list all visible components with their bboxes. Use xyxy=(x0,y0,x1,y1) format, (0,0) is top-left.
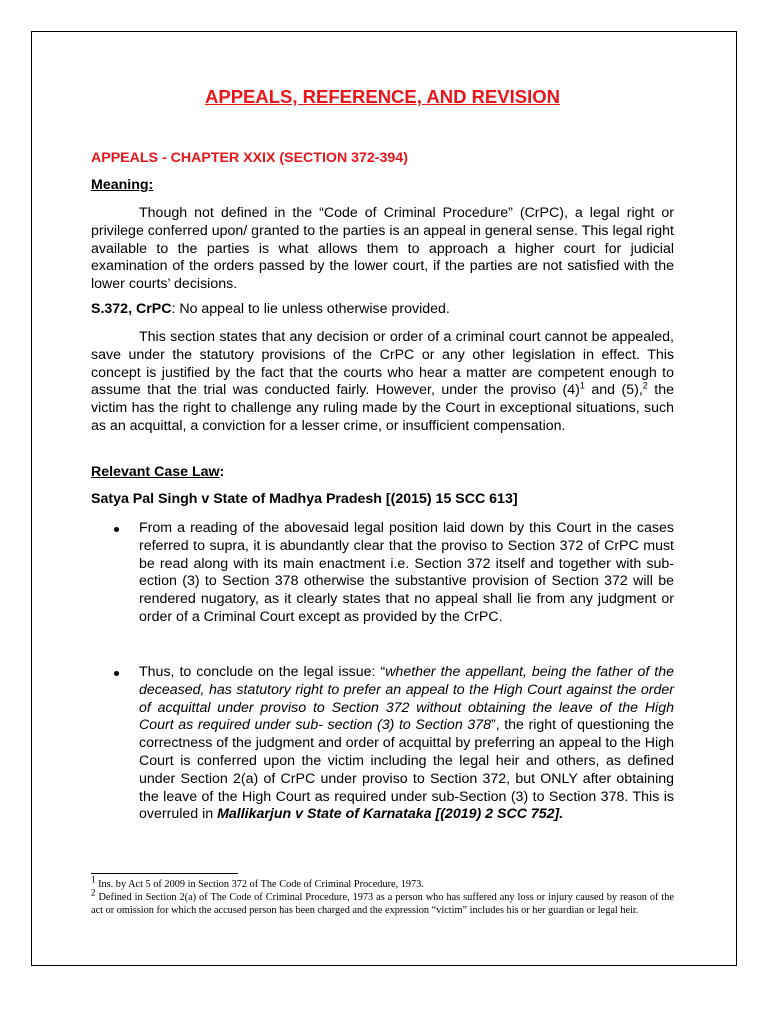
footnotes xyxy=(91,874,674,918)
case-title: Satya Pal Singh v State of Madhya Pradesh [(2015) 15 SCC 613] xyxy=(91,491,518,507)
section-paragraph xyxy=(91,329,674,436)
bullet-icon xyxy=(114,527,119,532)
chapter-heading: APPEALS - CHAPTER XXIX (SECTION 372-394) xyxy=(91,150,408,166)
meaning-paragraph: Though not defined in the “Code of Criminal Procedure” (CrPC), a legal right or privilege conferred upon/ granted to the parties is an appeal in general sense. This legal right available to the parties is what allows them to approach a higher court for judicial examination of the orders passed by the lower court, if the parties are not satisfied with the lower courts’ decisions. xyxy=(91,205,674,293)
bullet-text: From a reading of the abovesaid legal position laid down by this Court in the cases referred to supra, it is abundantly clear that the proviso to Section 372 of CrPC must be read along with its main enactment i.e. Section 372 itself and together with sub-ection (3) to Section 378 otherwise the substantive provision of Section 372 will be rendered nugatory, as it clearly states that no appeal shall lie from any judgment or order of a Criminal Court except as provided by the CrPC. xyxy=(139,520,674,625)
footnote-ref-1[interactable]: 1 xyxy=(579,380,585,391)
meaning-colon: : xyxy=(148,177,154,193)
section-paragraph-part: This section states that any decision or order of a criminal court cannot be appealed, save under the statutory provisions of the CrPC or any other legislation in effect. This concept is justified by the fact that the courts who hear a matter are competent enough to assume that the trial was conducted fairly. However, under the proviso (4) xyxy=(91,329,674,399)
footnote-number: 1 xyxy=(91,874,96,885)
quoted-issue: whether the appellant, being the father of the deceased, has statutory right to prefer an appeal to the High Court against the order of acquittal under proviso to Section 372 without obtaining the leave of the High Court as required under sub- section (3) to Section 378 xyxy=(139,664,674,734)
meaning-heading-line xyxy=(91,177,674,195)
footnote-number: 2 xyxy=(91,887,96,898)
section-paragraph-part: and (5), xyxy=(584,382,643,399)
footnote-text: Defined in Section 2(a) of The Code of Criminal Procedure, 1973 as a person who has suffered any loss or injury caused by reason of the act or omission for which the accused person has been charged and the expression “victim” includes his or her guardian or legal heir. xyxy=(91,892,674,917)
s372-label: S.372, CrPC xyxy=(91,301,172,317)
bullet-text xyxy=(139,664,674,824)
case-law-colon: : xyxy=(219,464,225,480)
case-law-heading: Relevant Case Law xyxy=(91,464,220,480)
document-title: APPEALS, REFERENCE, AND REVISION xyxy=(205,86,560,107)
bullet-text-part: ”, the right of questioning the correctness of the judgment and order of acquittal by preferring an appeal to the High Court is conferred upon the victim including the legal heir and others, as defined under Section 2(a) of CrPC under proviso to Section 372, but ONLY after obtaining the leave of the High Court as required under sub-Section (3) to Section 378. This is overruled in xyxy=(139,717,674,823)
section-paragraph-part: the victim has the right to challenge any ruling made by the Court in exceptional situations, such as an acquittal, a conviction for a lesser crime, or insufficient compensation. xyxy=(91,382,674,434)
bullet-icon xyxy=(114,671,119,676)
footnote-2 xyxy=(91,887,674,917)
footnote-separator xyxy=(91,873,238,874)
bullet-text-part: Thus, to conclude on the legal issue: “ xyxy=(139,664,386,680)
footnote-text: Ins. by Act 5 of 2009 in Section 372 of The Code of Criminal Procedure, 1973. xyxy=(95,879,424,890)
case-law-heading-line xyxy=(91,464,674,482)
s372-text: : No appeal to lie unless otherwise provided. xyxy=(171,301,450,317)
case-citation: Mallikarjun v State of Karnataka [(2019) 2 SCC 752]. xyxy=(217,806,564,823)
s372-line xyxy=(91,301,674,319)
footnote-1 xyxy=(91,874,674,891)
footnote-ref-2[interactable]: 2 xyxy=(642,380,648,391)
meaning-heading: Meaning xyxy=(91,177,149,193)
